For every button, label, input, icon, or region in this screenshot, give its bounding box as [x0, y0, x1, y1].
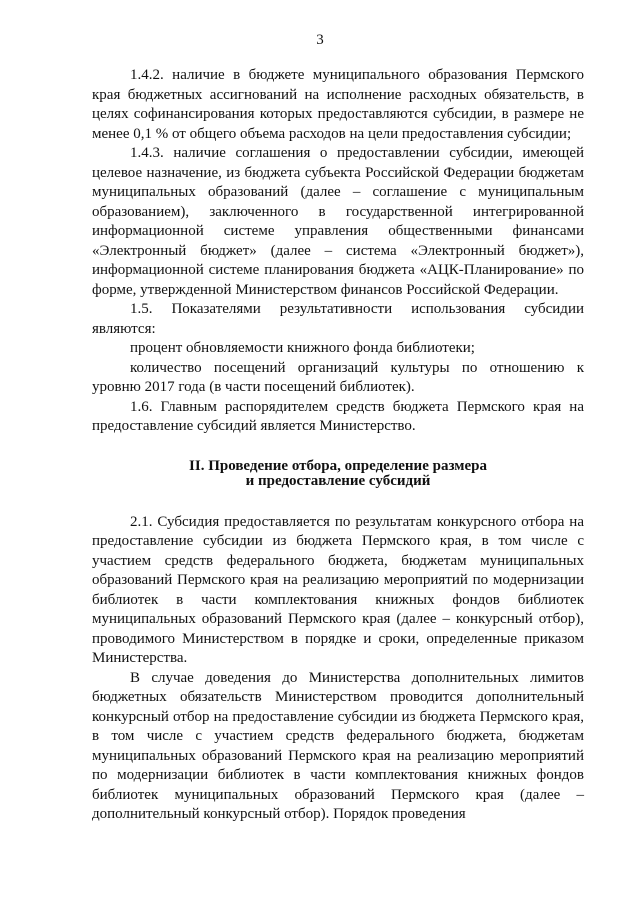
- paragraph-additional-limits: В случае доведения до Министерства дополнительных лимитов бюджетных обязательств Министерством проводится дополнительный конкурсный отбор на предоставление субсидии из бюджета Пермского края, в том числе с участием средств федерального бюджета, бюджетам муниципальных образований Пермского края на реализацию мероприятий по модернизации библиотек в части комплектования книжных фондов библиотек муниципальных образований Пермского края (далее – дополнительный конкурсный отбор). Порядок проведения: [92, 669, 584, 822]
- paragraph-1-4-2: 1.4.2. наличие в бюджете муниципального образования Пермского края бюджетных ассигнований на исполнение расходных обязательств, в целях софинансирования которых предоставляются субсидии, в размере не менее 0,1 % от общего объема расходов на цели предоставления субсидии;: [92, 67, 584, 142]
- section-heading: [92, 459, 584, 489]
- paragraph-indicator-2: количество посещений организаций культуры по отношению к уровню 2017 года (в части посещений библиотек).: [92, 359, 584, 395]
- paragraph-1-5: 1.5. Показателями результативности использования субсидии являются:: [92, 301, 584, 337]
- paragraph-2-1: 2.1. Субсидия предоставляется по результатам конкурсного отбора на предоставление субсидии из бюджета Пермского края, в том числе с участием средств федерального бюджета, бюджетам муниципальных образований Пермского края на реализацию мероприятий по модернизации библиотек в части комплектования книжных фондов библиотек муниципальных образований Пермского края (далее – конкурсный отбор), проводимого Министерством в порядке и сроки, определенные приказом Министерства.: [92, 513, 584, 666]
- section-heading-line-1: II. Проведение отбора, определение размера: [189, 457, 487, 474]
- paragraph-1-4-3: 1.4.3. наличие соглашения о предоставлении субсидии, имеющей целевое назначение, из бюджета субъекта Российской Федерации бюджетам муниципальных образований (далее – соглашение с муниципальным образованием), заключенного в государственной интегрированной информационной системе управления общественными финансами «Электронный бюджет» (далее – система «Электронный бюджет»), информационной системе планирования бюджета «АЦК-Планирование» по форме, утвержденной Министерством финансов Российской Федерации.: [92, 145, 584, 298]
- section-heading-line-2: и предоставление субсидий: [245, 472, 431, 489]
- paragraph-indicator-1: процент обновляемости книжного фонда библиотеки;: [130, 340, 475, 356]
- paragraph-1-6: 1.6. Главным распорядителем средств бюджета Пермского края на предоставление субсидий является Министерство.: [92, 398, 584, 434]
- document-body: [92, 66, 584, 825]
- page-number: 3: [316, 32, 324, 48]
